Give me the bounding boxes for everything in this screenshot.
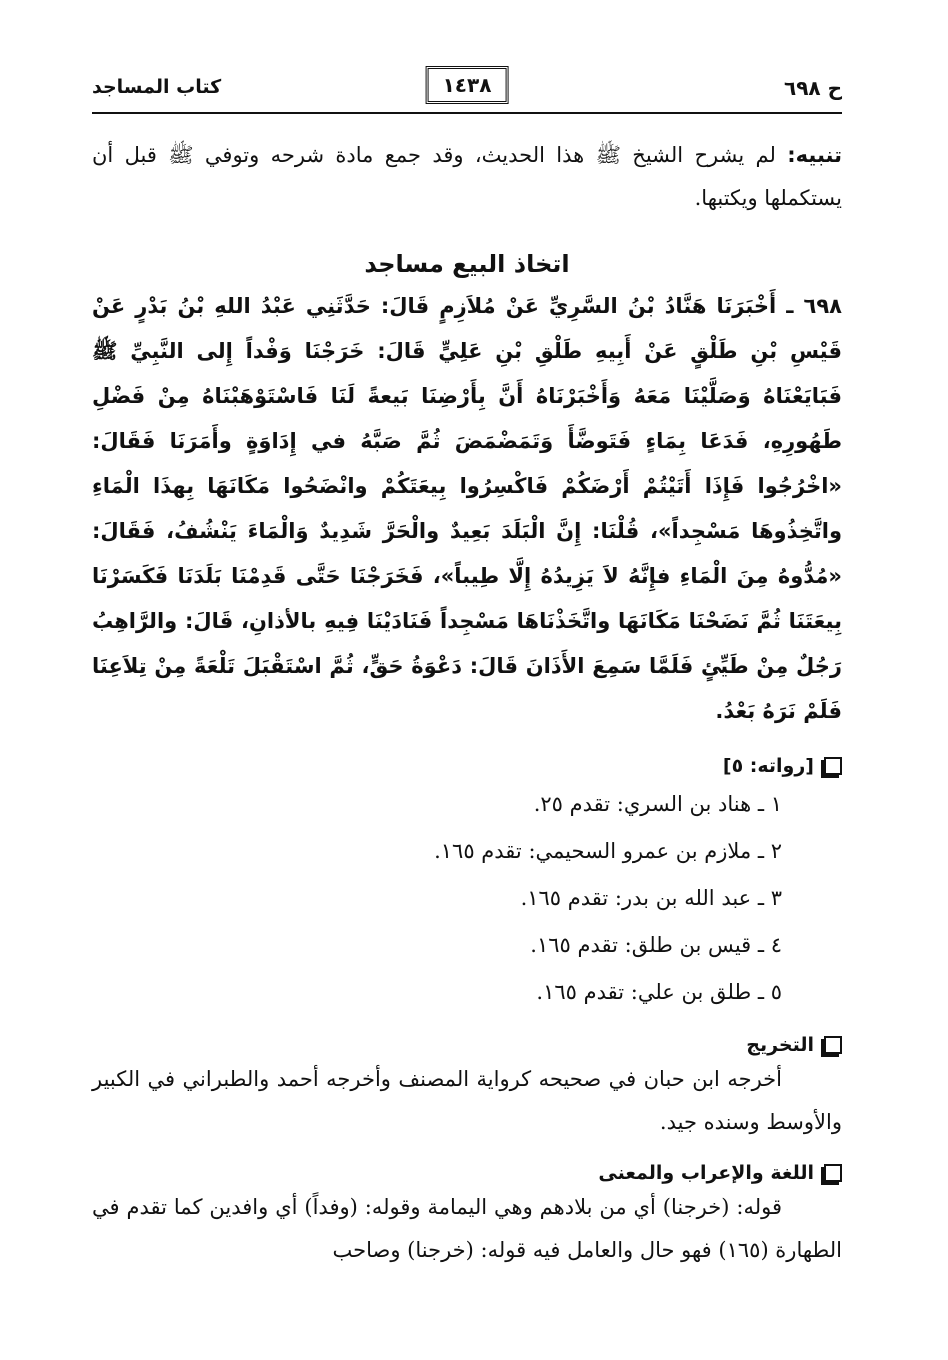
narrators-heading-label: [رواته: ٥] xyxy=(722,755,814,777)
list-item: ٢ ـ ملازم بن عمرو السحيمي: تقدم ١٦٥. xyxy=(434,839,782,863)
list-item: ١ ـ هناد بن السري: تقدم ٢٥. xyxy=(533,792,782,816)
note-text: لم يشرح الشيخ ﷺ هذا الحديث، وقد جمع مادة شرحه وتوفي ﷺ قبل أن يستكملها ويكتبها. xyxy=(92,143,842,210)
takhrij-heading xyxy=(92,1034,842,1056)
book-title: كتاب المساجد xyxy=(92,76,222,98)
language-heading xyxy=(92,1162,842,1184)
takhrij-text: أخرجه ابن حبان في صحيحه كرواية المصنف وأخرجه أحمد والطبراني في الكبير والأوسط وسنده جيد. xyxy=(92,1067,842,1134)
note-paragraph xyxy=(92,134,842,220)
square-bullet-icon xyxy=(824,757,842,775)
list-item: ٥ ـ طلق بن علي: تقدم ١٦٥. xyxy=(536,980,782,1004)
square-bullet-icon xyxy=(824,1036,842,1054)
takhrij-heading-label: التخريج xyxy=(746,1034,814,1056)
hadith-reference: ح ٦٩٨ xyxy=(783,76,842,100)
language-heading-label: اللغة والإعراب والمعنى xyxy=(598,1162,814,1184)
narrators-list xyxy=(92,781,842,1016)
square-bullet-icon xyxy=(824,1164,842,1182)
page-header xyxy=(92,60,842,114)
page xyxy=(92,60,842,1272)
list-item: ٣ ـ عبد الله بن بدر: تقدم ١٦٥. xyxy=(520,886,782,910)
hadith-text: ٦٩٨ ـ أَخْبَرَنَا هَنَّادُ بْنُ السَّرِيِّ عَنْ مُلاَزِمٍ قَالَ: حَدَّثَنِي عَبْدُ اللهِ بْنُ بَدْرٍ عَنْ قَيْسِ بْنِ طَلْقٍ عَنْ أَبِيهِ طَلْقِ بْنِ عَلِيٍّ قَالَ: خَرَجْنَا وَفْداً إِلى النَّبِيِّ ﷺ فَبَايَعْنَاهُ وَصَلَّيْنَا مَعَهُ وَأَخْبَرْنَاهُ أَنَّ بِأَرْضِنَا بَيعةً لَنَا فَاسْتَوْهَبْنَاهُ مِنْ فَضْلِ طَهُورِهِ، فَدَعَا بِمَاءٍ فَتَوضَّأَ وَتَمَضْمَضَ ثُمَّ صَبَّهُ في إِدَاوَةٍ وأَمَرَنَا فَقَالَ: «اخْرُجُوا فَإِذَا أَتَيْتُمْ أَرْضَكُمْ فَاكْسِرُوا بِيعَتَكُمْ وانْضَحُوا مَكَانَهَا بِهذَا الْمَاءِ واتَّخِذُوهَا مَسْجِداً»، قُلْنَا: إِنَّ الْبَلَدَ بَعِيدٌ والْحَرَّ شَدِيدٌ وَالْمَاءَ يَنْشُفُ، فَقَالَ: «مُدُّوهُ مِنَ الْمَاءِ فإِنَّهُ لاَ يَزِيدُهُ إِلَّا طِيباً»، فَخَرَجْنَا حَتَّى قَدِمْنَا بَلَدَنَا فَكَسَرْنَا بِيعَتَنَا ثُمَّ نَضَحْنَا مَكَانَهَا واتَّخَذْنَاهَا مَسْجِداً فَنَادَيْنَا فِيهِ بالأذانِ، قَالَ: والرَّاهِبُ رَجُلٌ مِنْ طَيِّئٍ فَلَمَّا سَمِعَ الأَذَانَ قَالَ: دَعْوَةُ حَقٍّ، ثُمَّ اسْتَقْبَلَ تَلْعَةً مِنْ تِلاَعِنَا فَلَمْ نَرَهُ بَعْدُ. xyxy=(92,294,842,723)
page-number: ١٤٣٨ xyxy=(426,66,509,104)
chapter-title: اتخاذ البيع مساجد xyxy=(364,250,570,278)
language-text: قوله: (خرجنا) أي من بلادهم وهي اليمامة وقوله: (وفداً) أي وافدين كما تقدم في الطهارة (١٦٥) فهو حال والعامل فيه قوله: (خرجنا) وصاحب xyxy=(92,1195,842,1262)
list-item: ٤ ـ قيس بن طلق: تقدم ١٦٥. xyxy=(530,933,782,957)
narrators-heading xyxy=(92,755,842,777)
note-label: تنبيه: xyxy=(787,143,842,167)
